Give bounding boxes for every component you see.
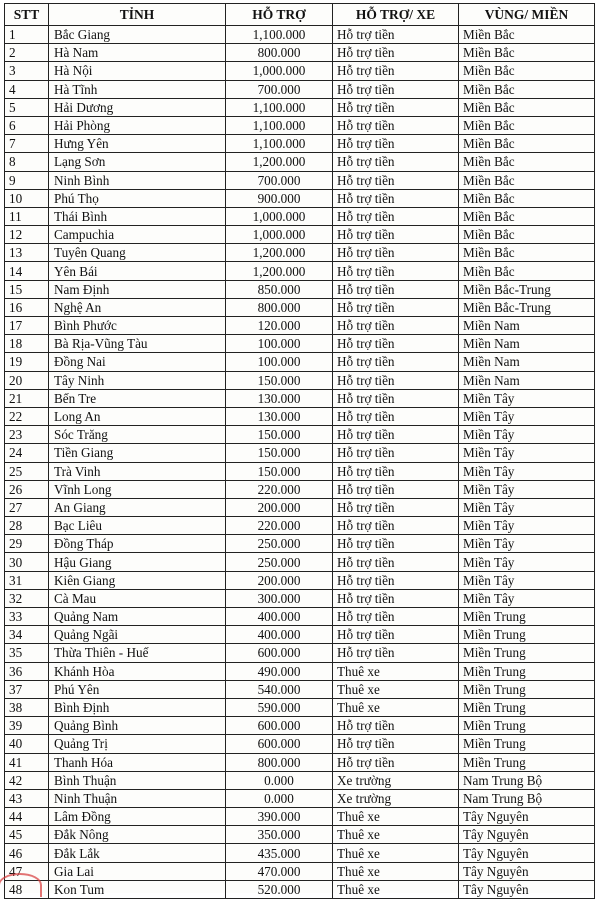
cell-vung-mien: Miền Nam [459,317,595,335]
cell-tinh: Bình Định [49,698,226,716]
cell-ho-tro-xe: Hỗ trợ tiền [333,426,459,444]
table-body [5,26,595,899]
cell-tinh: Yên Bái [49,262,226,280]
cell-ho-tro-xe: Hỗ trợ tiền [333,498,459,516]
cell-ho-tro: 590.000 [226,698,333,716]
cell-tinh: Vĩnh Long [49,480,226,498]
cell-ho-tro: 150.000 [226,371,333,389]
cell-vung-mien: Miền Tây [459,498,595,516]
cell-ho-tro: 1,000.000 [226,226,333,244]
cell-ho-tro: 100.000 [226,353,333,371]
cell-vung-mien: Miền Tây [459,535,595,553]
cell-ho-tro-xe: Hỗ trợ tiền [333,189,459,207]
header-stt: STT [5,4,49,26]
cell-stt: 3 [5,62,49,80]
cell-ho-tro-xe: Hỗ trợ tiền [333,226,459,244]
cell-ho-tro: 800.000 [226,44,333,62]
cell-stt: 10 [5,189,49,207]
cell-tinh: Hà Nội [49,62,226,80]
cell-ho-tro: 400.000 [226,608,333,626]
cell-tinh: Bình Thuận [49,771,226,789]
cell-vung-mien: Miền Tây [459,426,595,444]
cell-ho-tro-xe: Hỗ trợ tiền [333,98,459,116]
table-row [5,698,595,716]
cell-vung-mien: Miền Bắc [459,116,595,134]
cell-vung-mien: Miền Trung [459,735,595,753]
cell-stt: 7 [5,135,49,153]
cell-ho-tro: 1,000.000 [226,207,333,225]
cell-tinh: Hà Nam [49,44,226,62]
cell-ho-tro: 150.000 [226,462,333,480]
cell-stt: 44 [5,808,49,826]
cell-tinh: Gia Lai [49,862,226,880]
table-row [5,462,595,480]
cell-vung-mien: Miền Trung [459,662,595,680]
cell-tinh: Thừa Thiên - Huế [49,644,226,662]
cell-vung-mien: Miền Tây [459,462,595,480]
cell-ho-tro-xe: Hỗ trợ tiền [333,553,459,571]
table-header-row [5,4,595,26]
header-ho-tro-xe: HỖ TRỢ/ XE [333,4,459,26]
cell-stt: 19 [5,353,49,371]
cell-ho-tro: 1,200.000 [226,244,333,262]
cell-vung-mien: Miền Bắc [459,135,595,153]
table-row [5,826,595,844]
cell-vung-mien: Miền Nam [459,353,595,371]
cell-tinh: Đồng Nai [49,353,226,371]
table-row [5,808,595,826]
cell-ho-tro: 200.000 [226,498,333,516]
cell-vung-mien: Miền Trung [459,608,595,626]
cell-ho-tro-xe: Thuê xe [333,808,459,826]
cell-ho-tro-xe: Hỗ trợ tiền [333,298,459,316]
cell-vung-mien: Miền Trung [459,717,595,735]
cell-tinh: Trà Vinh [49,462,226,480]
cell-ho-tro: 250.000 [226,553,333,571]
cell-ho-tro-xe: Hỗ trợ tiền [333,444,459,462]
cell-stt: 39 [5,717,49,735]
table-row [5,789,595,807]
table-row [5,280,595,298]
cell-stt: 11 [5,207,49,225]
table-row [5,498,595,516]
cell-vung-mien: Miền Bắc [459,62,595,80]
cell-stt: 6 [5,116,49,134]
cell-ho-tro-xe: Hỗ trợ tiền [333,371,459,389]
cell-ho-tro-xe: Hỗ trợ tiền [333,80,459,98]
cell-stt: 25 [5,462,49,480]
cell-tinh: Bến Tre [49,389,226,407]
cell-ho-tro: 1,100.000 [226,26,333,44]
cell-vung-mien: Miền Tây [459,517,595,535]
cell-tinh: Hà Tĩnh [49,80,226,98]
cell-stt: 22 [5,407,49,425]
table-row [5,717,595,735]
header-ho-tro: HỖ TRỢ [226,4,333,26]
cell-vung-mien: Miền Bắc-Trung [459,298,595,316]
cell-tinh: Quảng Bình [49,717,226,735]
table-row [5,771,595,789]
cell-ho-tro: 0.000 [226,789,333,807]
cell-ho-tro-xe: Thuê xe [333,862,459,880]
cell-stt: 15 [5,280,49,298]
cell-ho-tro: 600.000 [226,717,333,735]
cell-stt: 33 [5,608,49,626]
cell-ho-tro-xe: Hỗ trợ tiền [333,207,459,225]
cell-tinh: Hưng Yên [49,135,226,153]
cell-vung-mien: Miền Tây [459,553,595,571]
cell-ho-tro-xe: Hỗ trợ tiền [333,335,459,353]
cell-stt: 29 [5,535,49,553]
table-row [5,98,595,116]
cell-ho-tro: 220.000 [226,480,333,498]
cell-ho-tro-xe: Hỗ trợ tiền [333,535,459,553]
cell-vung-mien: Miền Bắc [459,171,595,189]
cell-vung-mien: Miền Nam [459,371,595,389]
cell-tinh: Phú Yên [49,680,226,698]
cell-vung-mien: Tây Nguyên [459,826,595,844]
table-row [5,62,595,80]
table-row [5,335,595,353]
table-row [5,426,595,444]
cell-tinh: Bình Phước [49,317,226,335]
cell-ho-tro-xe: Hỗ trợ tiền [333,517,459,535]
cell-tinh: Ninh Bình [49,171,226,189]
cell-ho-tro-xe: Hỗ trợ tiền [333,317,459,335]
cell-ho-tro: 600.000 [226,735,333,753]
cell-tinh: Quảng Nam [49,608,226,626]
header-vung-mien: VÙNG/ MIỀN [459,4,595,26]
cell-vung-mien: Nam Trung Bộ [459,771,595,789]
cell-vung-mien: Tây Nguyên [459,880,595,898]
cell-tinh: Tiền Giang [49,444,226,462]
cell-ho-tro: 300.000 [226,589,333,607]
cell-ho-tro: 470.000 [226,862,333,880]
cell-ho-tro-xe: Hỗ trợ tiền [333,644,459,662]
cell-tinh: Sóc Trăng [49,426,226,444]
cell-stt: 46 [5,844,49,862]
document-sheet [4,3,596,897]
cell-ho-tro: 900.000 [226,189,333,207]
cell-vung-mien: Miền Tây [459,389,595,407]
table-row [5,26,595,44]
table-row [5,189,595,207]
cell-tinh: Cà Mau [49,589,226,607]
cell-stt: 34 [5,626,49,644]
table-row [5,662,595,680]
cell-tinh: Hải Phòng [49,116,226,134]
cell-ho-tro-xe: Hỗ trợ tiền [333,116,459,134]
cell-ho-tro-xe: Hỗ trợ tiền [333,26,459,44]
cell-vung-mien: Miền Bắc [459,244,595,262]
table-row [5,589,595,607]
cell-stt: 26 [5,480,49,498]
cell-stt: 23 [5,426,49,444]
cell-ho-tro: 130.000 [226,407,333,425]
cell-stt: 21 [5,389,49,407]
cell-ho-tro-xe: Hỗ trợ tiền [333,626,459,644]
table-row [5,80,595,98]
cell-tinh: Nghệ An [49,298,226,316]
cell-ho-tro: 250.000 [226,535,333,553]
cell-ho-tro-xe: Hỗ trợ tiền [333,407,459,425]
cell-stt: 35 [5,644,49,662]
cell-vung-mien: Miền Bắc [459,189,595,207]
cell-ho-tro-xe: Hỗ trợ tiền [333,589,459,607]
table-row [5,407,595,425]
cell-stt: 2 [5,44,49,62]
cell-tinh: Kiên Giang [49,571,226,589]
table-row [5,153,595,171]
cell-ho-tro-xe: Hỗ trợ tiền [333,571,459,589]
cell-vung-mien: Miền Bắc [459,153,595,171]
cell-ho-tro: 800.000 [226,753,333,771]
cell-stt: 30 [5,553,49,571]
cell-tinh: Tây Ninh [49,371,226,389]
cell-tinh: Phú Thọ [49,189,226,207]
cell-ho-tro: 850.000 [226,280,333,298]
cell-vung-mien: Miền Bắc [459,98,595,116]
cell-stt: 28 [5,517,49,535]
cell-ho-tro: 1,000.000 [226,62,333,80]
table-row [5,371,595,389]
cell-tinh: Campuchia [49,226,226,244]
cell-ho-tro: 100.000 [226,335,333,353]
cell-vung-mien: Miền Bắc [459,207,595,225]
cell-stt: 32 [5,589,49,607]
cell-tinh: Đắk Nông [49,826,226,844]
cell-ho-tro-xe: Hỗ trợ tiền [333,44,459,62]
cell-stt: 17 [5,317,49,335]
cell-stt: 42 [5,771,49,789]
cell-ho-tro: 120.000 [226,317,333,335]
cell-stt: 48 [5,880,49,898]
table-row [5,753,595,771]
cell-ho-tro: 400.000 [226,626,333,644]
cell-stt: 37 [5,680,49,698]
cell-ho-tro-xe: Hỗ trợ tiền [333,462,459,480]
cell-vung-mien: Tây Nguyên [459,808,595,826]
cell-vung-mien: Miền Bắc [459,80,595,98]
cell-ho-tro: 700.000 [226,80,333,98]
cell-stt: 20 [5,371,49,389]
table-row [5,680,595,698]
cell-ho-tro-xe: Xe trường [333,771,459,789]
cell-vung-mien: Miền Bắc-Trung [459,280,595,298]
cell-tinh: Khánh Hòa [49,662,226,680]
red-seal-stamp [0,873,42,897]
cell-tinh: Thái Bình [49,207,226,225]
table-row [5,298,595,316]
table-row [5,444,595,462]
table-row [5,480,595,498]
cell-vung-mien: Miền Trung [459,644,595,662]
cell-tinh: Long An [49,407,226,425]
cell-vung-mien: Miền Trung [459,753,595,771]
cell-tinh: Bắc Giang [49,26,226,44]
cell-stt: 47 [5,862,49,880]
cell-ho-tro: 435.000 [226,844,333,862]
cell-ho-tro: 1,100.000 [226,116,333,134]
cell-tinh: Lâm Đồng [49,808,226,826]
cell-ho-tro: 700.000 [226,171,333,189]
cell-stt: 1 [5,26,49,44]
table-row [5,116,595,134]
cell-stt: 13 [5,244,49,262]
cell-stt: 41 [5,753,49,771]
table-row [5,517,595,535]
table-row [5,844,595,862]
cell-vung-mien: Miền Tây [459,571,595,589]
cell-ho-tro: 390.000 [226,808,333,826]
table-row [5,244,595,262]
cell-vung-mien: Tây Nguyên [459,844,595,862]
cell-ho-tro-xe: Hỗ trợ tiền [333,389,459,407]
cell-ho-tro-xe: Thuê xe [333,844,459,862]
cell-vung-mien: Miền Bắc [459,44,595,62]
cell-ho-tro: 520.000 [226,880,333,898]
cell-tinh: Bà Rịa-Vũng Tàu [49,335,226,353]
table-row [5,226,595,244]
cell-ho-tro: 540.000 [226,680,333,698]
cell-ho-tro-xe: Hỗ trợ tiền [333,735,459,753]
cell-ho-tro-xe: Hỗ trợ tiền [333,353,459,371]
cell-vung-mien: Miền Tây [459,407,595,425]
table-row [5,135,595,153]
cell-stt: 36 [5,662,49,680]
cell-stt: 4 [5,80,49,98]
table-row [5,626,595,644]
cell-vung-mien: Nam Trung Bộ [459,789,595,807]
cell-ho-tro-xe: Thuê xe [333,680,459,698]
table-row [5,207,595,225]
cell-tinh: Nam Định [49,280,226,298]
cell-vung-mien: Miền Trung [459,680,595,698]
cell-ho-tro: 1,200.000 [226,153,333,171]
cell-stt: 24 [5,444,49,462]
cell-tinh: Quảng Ngãi [49,626,226,644]
cell-tinh: Đồng Tháp [49,535,226,553]
cell-vung-mien: Tây Nguyên [459,862,595,880]
cell-stt: 9 [5,171,49,189]
cell-tinh: Tuyên Quang [49,244,226,262]
table-row [5,880,595,898]
cell-ho-tro-xe: Hỗ trợ tiền [333,153,459,171]
cell-tinh: Lạng Sơn [49,153,226,171]
table-row [5,862,595,880]
table-row [5,389,595,407]
cell-ho-tro-xe: Thuê xe [333,662,459,680]
cell-vung-mien: Miền Bắc [459,226,595,244]
table-row [5,535,595,553]
cell-ho-tro-xe: Thuê xe [333,826,459,844]
cell-tinh: Đắk Lắk [49,844,226,862]
cell-tinh: Thanh Hóa [49,753,226,771]
cell-stt: 5 [5,98,49,116]
table-row [5,571,595,589]
cell-tinh: An Giang [49,498,226,516]
cell-vung-mien: Miền Trung [459,626,595,644]
cell-stt: 8 [5,153,49,171]
cell-vung-mien: Miền Bắc [459,26,595,44]
table-row [5,608,595,626]
cell-ho-tro: 130.000 [226,389,333,407]
cell-ho-tro: 0.000 [226,771,333,789]
cell-stt: 45 [5,826,49,844]
cell-ho-tro-xe: Thuê xe [333,880,459,898]
cell-stt: 43 [5,789,49,807]
cell-ho-tro: 150.000 [226,426,333,444]
cell-vung-mien: Miền Tây [459,480,595,498]
cell-tinh: Hải Dương [49,98,226,116]
support-table [4,3,595,899]
cell-stt: 31 [5,571,49,589]
cell-tinh: Hậu Giang [49,553,226,571]
cell-ho-tro-xe: Hỗ trợ tiền [333,717,459,735]
table-row [5,644,595,662]
cell-tinh: Bạc Liêu [49,517,226,535]
table-row [5,317,595,335]
cell-stt: 38 [5,698,49,716]
cell-ho-tro-xe: Hỗ trợ tiền [333,135,459,153]
cell-ho-tro-xe: Hỗ trợ tiền [333,280,459,298]
cell-ho-tro-xe: Hỗ trợ tiền [333,753,459,771]
cell-ho-tro-xe: Xe trường [333,789,459,807]
cell-ho-tro-xe: Hỗ trợ tiền [333,262,459,280]
cell-stt: 18 [5,335,49,353]
cell-tinh: Quảng Trị [49,735,226,753]
cell-ho-tro-xe: Hỗ trợ tiền [333,480,459,498]
cell-stt: 16 [5,298,49,316]
cell-ho-tro: 350.000 [226,826,333,844]
cell-ho-tro-xe: Hỗ trợ tiền [333,62,459,80]
cell-ho-tro: 600.000 [226,644,333,662]
cell-stt: 40 [5,735,49,753]
cell-vung-mien: Miền Bắc [459,262,595,280]
header-tinh: TỈNH [49,4,226,26]
cell-stt: 12 [5,226,49,244]
cell-ho-tro-xe: Hỗ trợ tiền [333,244,459,262]
cell-stt: 27 [5,498,49,516]
cell-ho-tro: 1,100.000 [226,135,333,153]
cell-ho-tro-xe: Hỗ trợ tiền [333,171,459,189]
cell-vung-mien: Miền Trung [459,698,595,716]
table-row [5,735,595,753]
cell-ho-tro-xe: Hỗ trợ tiền [333,608,459,626]
cell-vung-mien: Miền Tây [459,589,595,607]
cell-ho-tro: 490.000 [226,662,333,680]
cell-tinh: Kon Tum [49,880,226,898]
cell-tinh: Ninh Thuận [49,789,226,807]
table-row [5,262,595,280]
table-row [5,553,595,571]
table-row [5,353,595,371]
cell-vung-mien: Miền Tây [459,444,595,462]
table-row [5,171,595,189]
cell-ho-tro: 150.000 [226,444,333,462]
cell-ho-tro: 800.000 [226,298,333,316]
cell-ho-tro: 1,200.000 [226,262,333,280]
cell-stt: 14 [5,262,49,280]
cell-ho-tro: 200.000 [226,571,333,589]
table-row [5,44,595,62]
cell-ho-tro-xe: Thuê xe [333,698,459,716]
cell-ho-tro: 1,100.000 [226,98,333,116]
cell-ho-tro: 220.000 [226,517,333,535]
cell-vung-mien: Miền Nam [459,335,595,353]
